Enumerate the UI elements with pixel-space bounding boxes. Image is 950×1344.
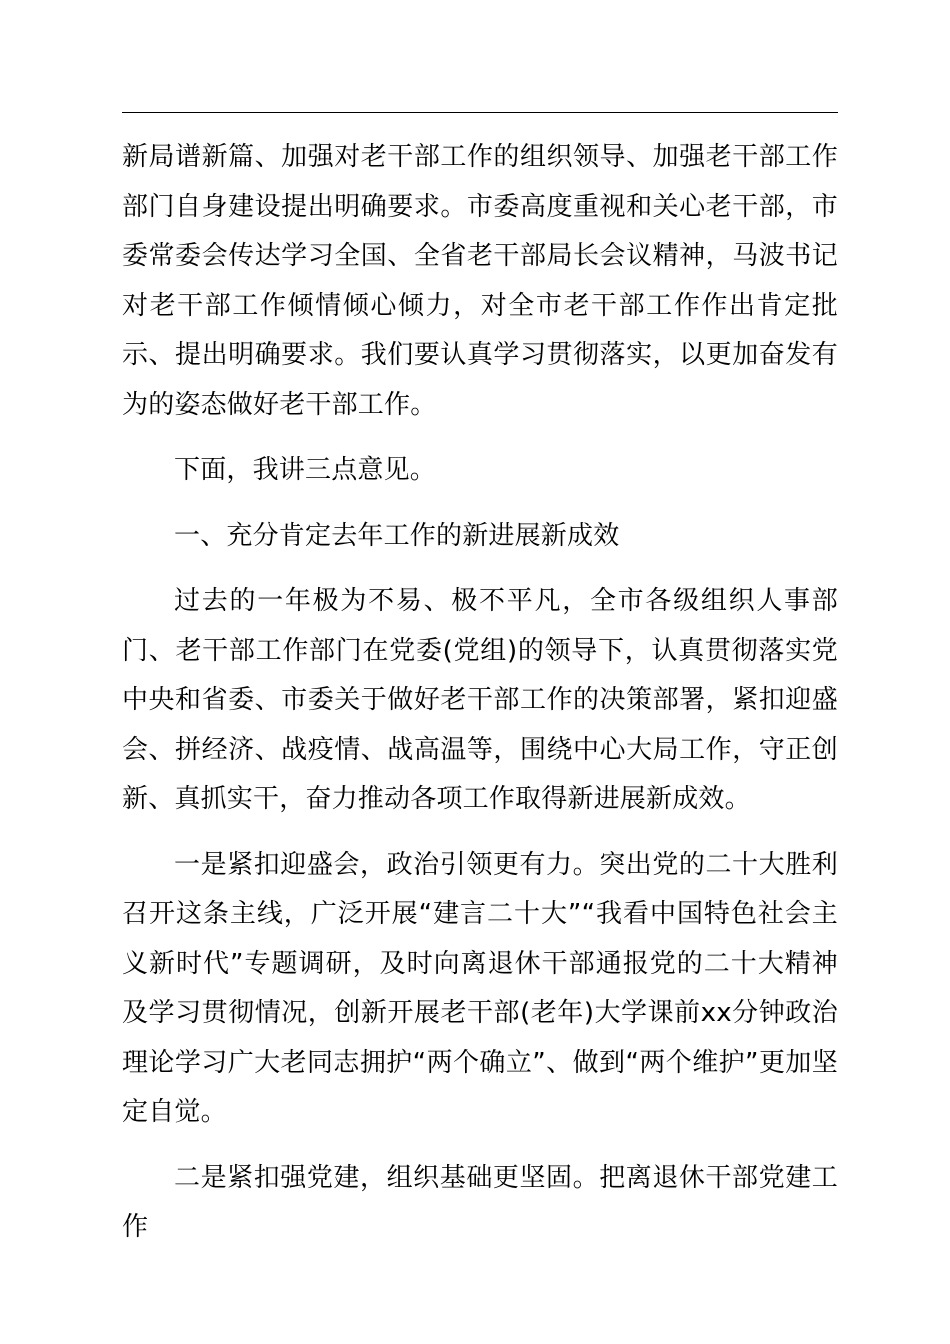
document-body xyxy=(122,133,838,1253)
section-heading-1: 一、充分肯定去年工作的新进展新成效 xyxy=(174,520,620,551)
header-rule xyxy=(122,112,838,113)
paragraph-5: 二是紧扣强党建，组织基础更坚固。把离退休干部党建工作 xyxy=(122,1162,838,1242)
paragraph-4: 一是紧扣迎盛会，政治引领更有力。突出党的二十大胜利召开这条主线，广泛开展“建言二十大”“我看中国特色社会主义新时代”专题调研，及时向离退休干部通报党的二十大精神及学习贯彻情况，创新开展老干部(老年)大学课前xx分钟政治理论学习广大老同志拥护“两个确立”、做到“两个维护”更加坚定自觉。 xyxy=(122,849,838,1127)
paragraph-3: 过去的一年极为不易、极不平凡，全市各级组织人事部门、老干部工作部门在党委(党组)的领导下，认真贯彻落实党中央和省委、市委关于做好老干部工作的决策部署，紧扣迎盛会、拼经济、战疫情、战高温等，围绕中心大局工作，守正创新、真抓实干，奋力推动各项工作取得新进展新成效。 xyxy=(122,586,838,814)
paragraph-1: 新局谱新篇、加强对老干部工作的组织领导、加强老干部工作部门自身建设提出明确要求。市委高度重视和关心老干部，市委常委会传达学习全国、全省老干部局长会议精神，马波书记对老干部工作倾情倾心倾力，对全市老干部工作作出肯定批示、提出明确要求。我们要认真学习贯彻落实，以更加奋发有为的姿态做好老干部工作。 xyxy=(122,142,838,420)
paragraph-2: 下面，我讲三点意见。 xyxy=(174,455,437,485)
